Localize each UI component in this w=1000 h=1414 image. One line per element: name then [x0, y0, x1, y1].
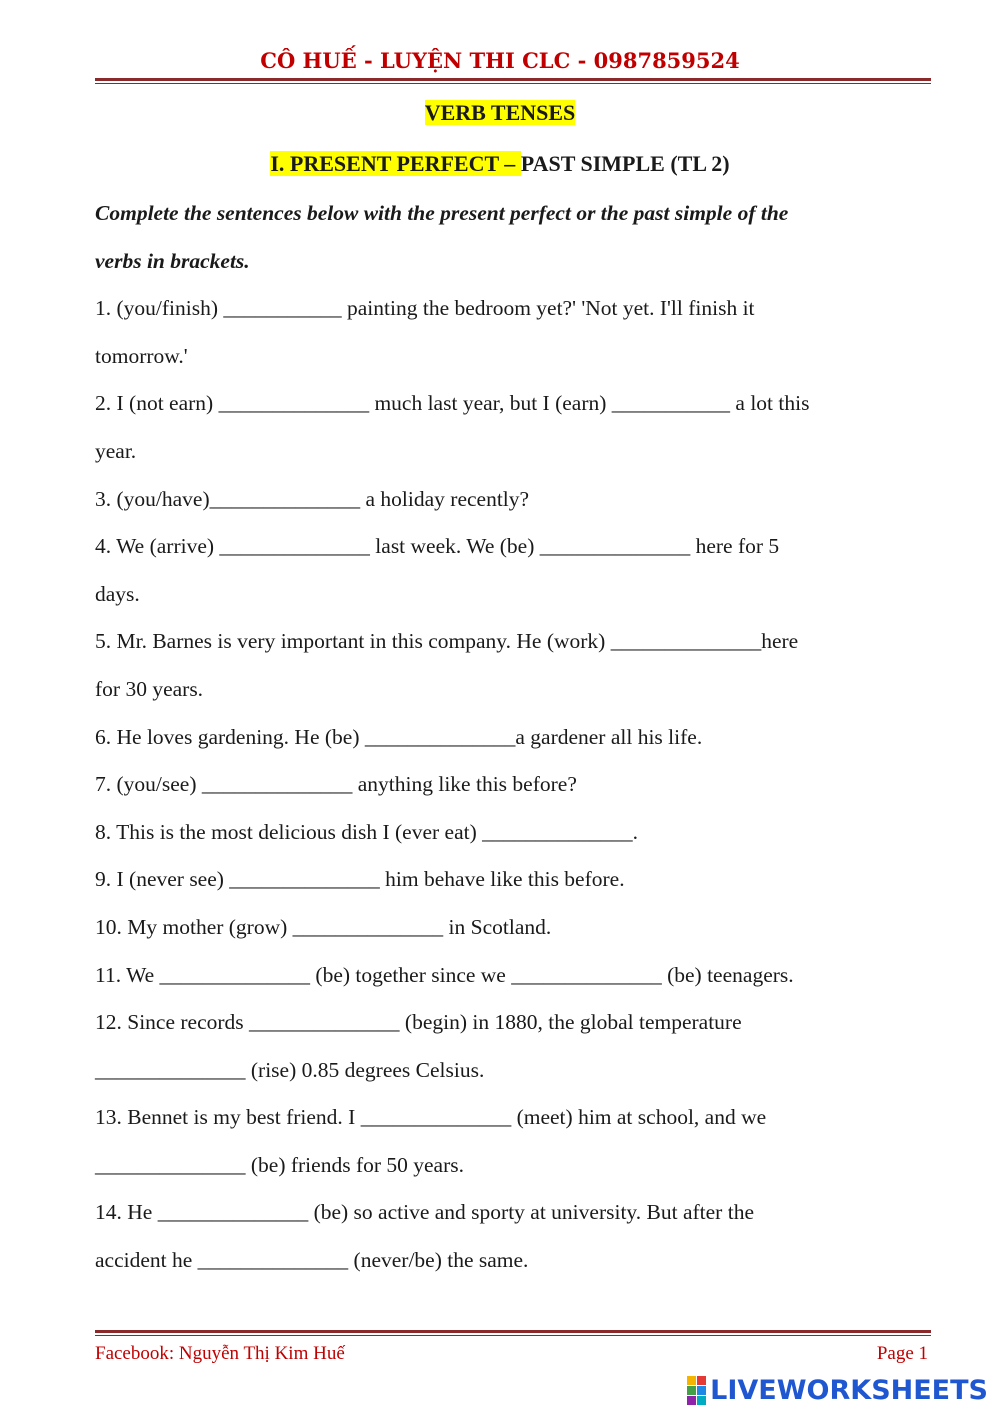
exercise-line: 10. My mother (grow) ______________ in Scotland. — [95, 914, 552, 939]
exercise-content — [95, 190, 931, 1285]
worksheet-title — [0, 100, 1000, 126]
exercise-line: 14. He ______________ (be) so active and sporty at university. But after the — [95, 1200, 754, 1225]
exercise-line: 5. Mr. Barnes is very important in this company. He (work) ______________here — [95, 629, 799, 654]
instruction-line: verbs in brackets. — [95, 248, 250, 273]
exercise-line: 3. (you/have)______________ a holiday recently? — [95, 486, 530, 511]
title-text: VERB TENSES — [424, 100, 576, 125]
section-title-rest: PAST SIMPLE (TL 2) — [520, 151, 730, 176]
exercise-line: 2. I (not earn) ______________ much last year, but I (earn) ___________ a lot this — [95, 391, 810, 416]
brand-text: LIVEWORKSHEETS — [710, 1374, 988, 1406]
liveworksheets-brand[interactable] — [687, 1374, 988, 1406]
exercise-line: accident he ______________ (never/be) the same. — [95, 1248, 529, 1273]
exercise-line: 4. We (arrive) ______________ last week. We (be) ______________ here for 5 — [95, 534, 780, 559]
footer-divider — [95, 1330, 931, 1336]
page-number: Page 1 — [876, 1343, 928, 1364]
exercise-line: for 30 years. — [95, 676, 204, 701]
exercise-line: 11. We ______________ (be) together since we ______________ (be) teenagers. — [95, 962, 794, 987]
exercise-line: tomorrow.' — [95, 343, 188, 368]
section-title-highlighted: I. PRESENT PERFECT – — [270, 151, 521, 176]
exercise-line: ______________ (rise) 0.85 degrees Celsius. — [95, 1057, 485, 1082]
exercise-line: 6. He loves gardening. He (be) ______________a gardener all his life. — [95, 724, 703, 749]
exercise-line: 13. Bennet is my best friend. I ______________ (meet) him at school, and we — [95, 1105, 767, 1130]
exercise-line: ______________ (be) friends for 50 years. — [95, 1152, 464, 1177]
exercise-line: 12. Since records ______________ (begin) in 1880, the global temperature — [95, 1010, 742, 1035]
exercise-line: 1. (you/finish) ___________ painting the bedroom yet?' 'Not yet. I'll finish it — [95, 296, 755, 321]
instruction-line: Complete the sentences below with the present perfect or the past simple of the — [95, 201, 789, 225]
liveworksheets-logo-icon — [687, 1376, 706, 1405]
exercise-line: days. — [95, 581, 140, 606]
exercise-line: 7. (you/see) ______________ anything like this before? — [95, 772, 577, 797]
section-title — [0, 151, 1000, 177]
exercise-line: 8. This is the most delicious dish I (ever eat) ______________. — [95, 819, 639, 844]
exercise-line: year. — [95, 438, 137, 463]
page-header: CÔ HUẾ - LUYỆN THI CLC - 0987859524 — [260, 48, 740, 73]
footer-facebook: Facebook: Nguyễn Thị Kim Huế — [95, 1343, 345, 1364]
header-divider — [95, 78, 931, 84]
exercise-line: 9. I (never see) ______________ him behave like this before. — [95, 867, 625, 892]
